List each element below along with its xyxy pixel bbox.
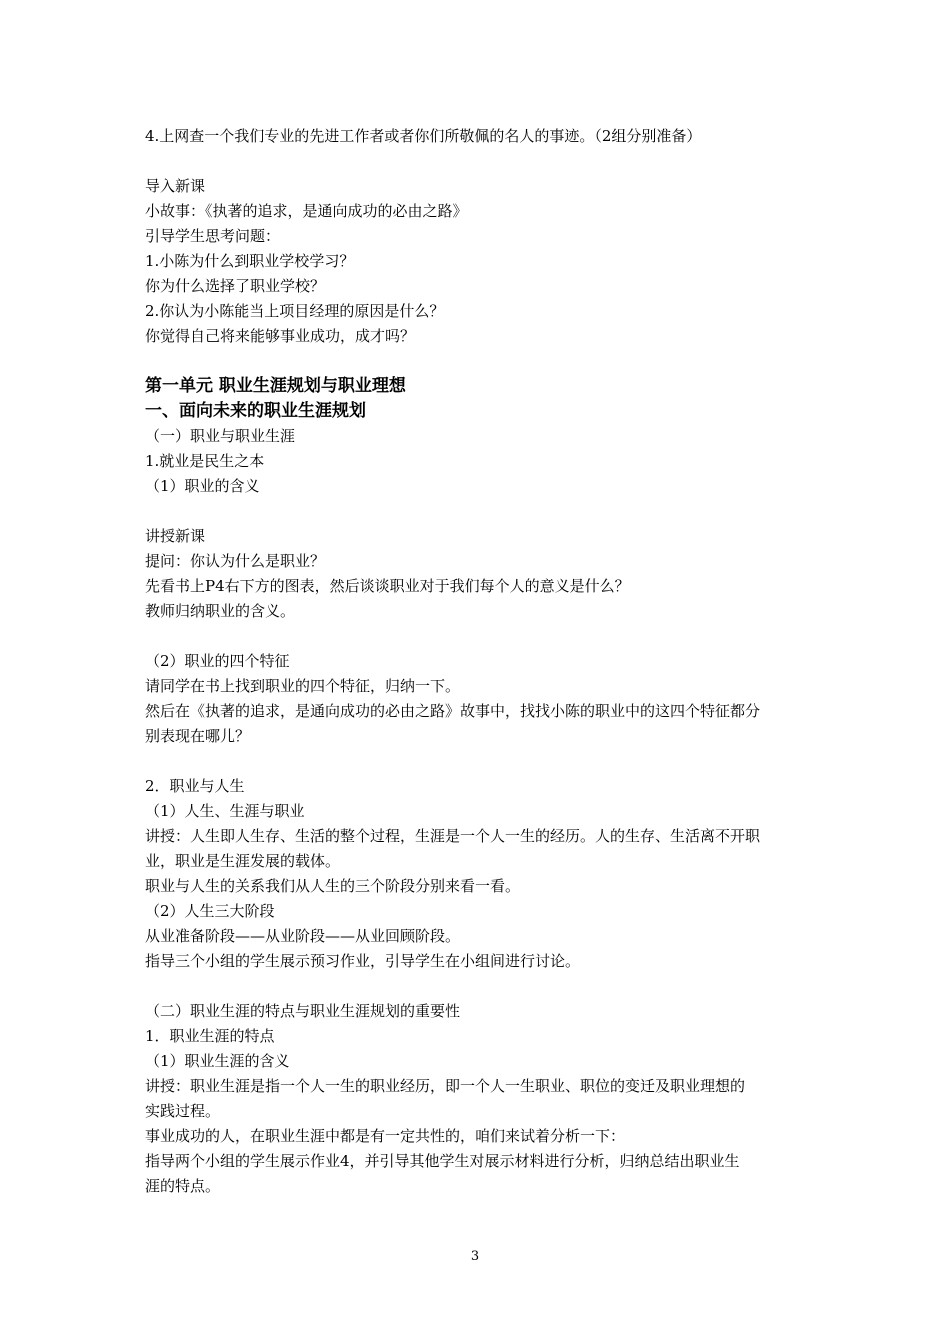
point-heading: 1.就业是民生之本 (145, 452, 265, 470)
question-2-follow: 你觉得自己将来能够事业成功，成才吗？ (145, 327, 416, 345)
paragraph-line: 提问：你认为什么是职业？ (145, 552, 326, 570)
question-1-follow: 你为什么选择了职业学校？ (145, 277, 326, 295)
paragraph-line: 实践过程。 (145, 1102, 221, 1120)
subpoint-heading: （1）人生、生涯与职业 (145, 802, 305, 820)
homework-item-4: 4.上网查一个我们专业的先进工作者或者你们所敬佩的名人的事迹。（2组分别准备） (145, 127, 702, 145)
section-label-lecture: 讲授新课 (145, 527, 206, 545)
question-1: 1.小陈为什么到职业学校学习？ (145, 252, 355, 270)
point-heading: 1．职业生涯的特点 (145, 1027, 275, 1045)
section-label-intro: 导入新课 (145, 177, 206, 195)
subpoint-heading: （2）人生三大阶段 (145, 902, 275, 920)
page-number: 3 (470, 1249, 480, 1264)
chapter-heading: 一、面向未来的职业生涯规划 (145, 401, 366, 421)
paragraph-line: 然后在《执著的追求，是通向成功的必由之路》故事中，找找小陈的职业中的这四个特征都分 (145, 702, 761, 720)
subpoint-heading: （2）职业的四个特征 (145, 652, 290, 670)
paragraph-line: 指导两个小组的学生展示作业4，并引导其他学生对展示材料进行分析，归纳总结出职业生 (145, 1152, 740, 1170)
paragraph-line: 请同学在书上找到职业的四个特征，归纳一下。 (145, 677, 461, 695)
paragraph-line: 先看书上P4右下方的图表，然后谈谈职业对于我们每个人的意义是什么？ (145, 577, 630, 595)
subpoint-heading: （1）职业生涯的含义 (145, 1052, 290, 1070)
unit-heading: 第一单元 职业生涯规划与职业理想 (145, 376, 406, 396)
question-2: 2.你认为小陈能当上项目经理的原因是什么？ (145, 302, 445, 320)
paragraph-line: 讲授：职业生涯是指一个人一生的职业经历，即一个人一生职业、职位的变迁及职业理想的 (145, 1077, 746, 1095)
subsection-heading: （二）职业生涯的特点与职业生涯规划的重要性 (145, 1002, 461, 1020)
paragraph-line: 事业成功的人，在职业生涯中都是有一定共性的，咱们来试着分析一下： (145, 1127, 626, 1145)
paragraph-line: 引导学生思考问题： (145, 227, 281, 245)
paragraph-line: 教师归纳职业的含义。 (145, 602, 296, 620)
point-heading: 2．职业与人生 (145, 777, 245, 795)
subpoint-heading: （1）职业的含义 (145, 477, 260, 495)
story-title: 小故事：《执著的追求，是通向成功的必由之路》 (145, 202, 468, 220)
paragraph-line: 职业与人生的关系我们从人生的三个阶段分别来看一看。 (145, 877, 521, 895)
paragraph-line: 讲授：人生即人生存、生活的整个过程，生涯是一个人一生的经历。人的生存、生活离不开职 (145, 827, 761, 845)
paragraph-line: 从业准备阶段——从业阶段——从业回顾阶段。 (145, 927, 461, 945)
paragraph-line: 别表现在哪儿？ (145, 727, 251, 745)
paragraph-line: 业，职业是生涯发展的载体。 (145, 852, 341, 870)
subsection-heading: （一）职业与职业生涯 (145, 427, 296, 445)
paragraph-line: 涯的特点。 (145, 1177, 221, 1195)
paragraph-line: 指导三个小组的学生展示预习作业，引导学生在小组间进行讨论。 (145, 952, 581, 970)
